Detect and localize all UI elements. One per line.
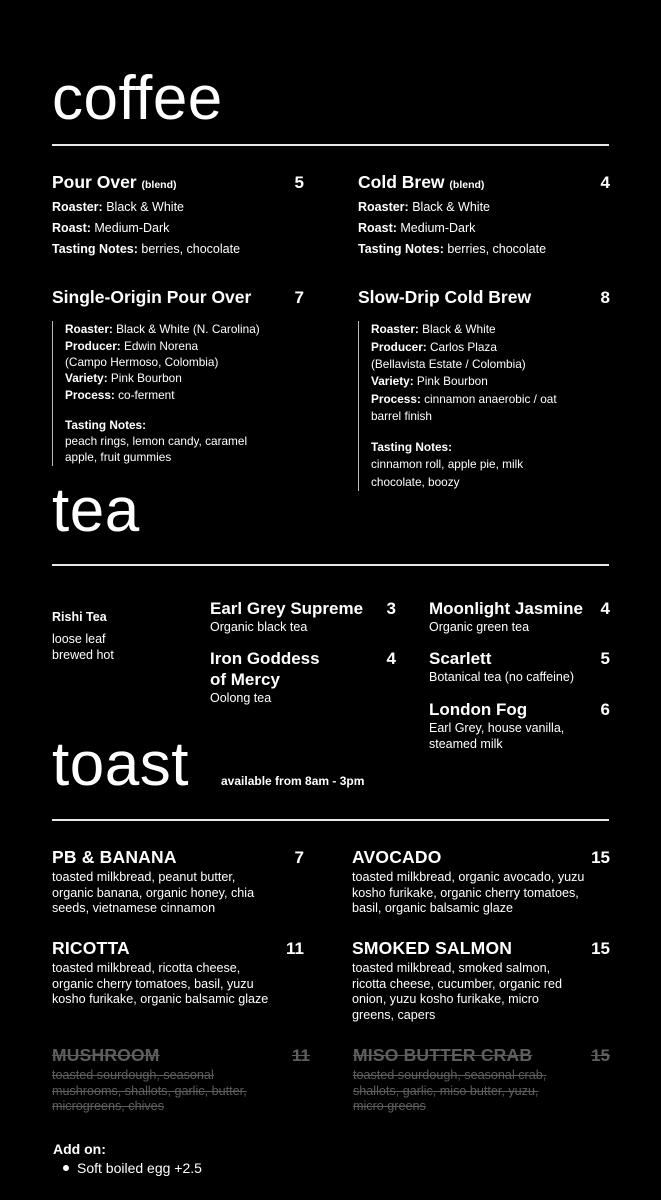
single-origin-name: Single-Origin Pour Over (52, 287, 252, 307)
single-origin-item (52, 287, 304, 466)
addon-item (53, 1159, 353, 1177)
miso-crab-price: 15 (591, 1046, 610, 1065)
cold-brew-item (358, 172, 610, 260)
tea-item-iron-goddess (210, 648, 396, 706)
scarlett-price: 5 (600, 649, 610, 668)
moonlight-price: 4 (600, 599, 610, 618)
toast-item-miso-crab (353, 1045, 610, 1115)
london-fog-desc-1: Earl Grey, house vanilla, (429, 721, 565, 736)
smoked-salmon-desc: toasted milkbread, smoked salmon, ricotta cheese, cucumber, organic red onion, yuzu kosho furikake, micro greens, capers (352, 961, 563, 1022)
tea-item-scarlett (429, 648, 610, 685)
scarlett-desc: Botanical tea (no caffeine) (429, 670, 575, 685)
toast-item-pb-banana (52, 847, 304, 917)
moonlight-name: Moonlight Jasmine (429, 599, 583, 618)
slow-drip-item (358, 287, 610, 491)
earl-grey-desc: Organic black tea (210, 620, 308, 635)
avocado-desc: toasted milkbread, organic avocado, yuzu kosho furikake, organic cherry tomatoes, basil, organic balsamic glaze (352, 870, 585, 916)
moonlight-desc: Organic green tea (429, 620, 530, 635)
avocado-price: 15 (591, 848, 610, 867)
pour-over-roast: Roast: Medium-Dark (52, 221, 170, 236)
ricotta-price: 11 (286, 939, 304, 958)
toast-addon (53, 1140, 353, 1177)
pour-over-name: Pour Over (blend) (52, 172, 177, 192)
single-origin-price: 7 (294, 288, 304, 307)
ricotta-name: RICOTTA (52, 938, 130, 958)
coffee-divider (52, 144, 609, 146)
cold-brew-notes: Tasting Notes: berries, chocolate (358, 242, 547, 257)
pb-banana-name: PB & BANANA (52, 847, 177, 867)
toast-item-smoked-salmon (352, 938, 610, 1023)
tea-item-london-fog (429, 699, 610, 752)
tea-section-title: tea (52, 476, 140, 545)
tea-brand-name: Rishi Tea (52, 610, 107, 624)
addon-label: Add on: (53, 1141, 106, 1157)
earl-grey-name: Earl Grey Supreme (210, 599, 364, 618)
scarlett-name: Scarlett (429, 649, 492, 668)
bullet-icon (63, 1165, 69, 1171)
mushroom-price: 11 (292, 1046, 310, 1065)
iron-goddess-price: 4 (386, 649, 396, 668)
ricotta-desc: toasted milkbread, ricotta cheese, organic cherry tomatoes, basil, yuzu kosho furikake, organic balsamic glaze (52, 961, 269, 1007)
london-fog-name: London Fog (429, 700, 528, 719)
pb-banana-desc: toasted milkbread, peanut butter, organic banana, organic honey, chia seeds, vietnamese cinnamon (52, 870, 255, 916)
slow-drip-name: Slow-Drip Cold Brew (358, 287, 532, 307)
cold-brew-roaster: Roaster: Black & White (358, 200, 491, 215)
toast-item-mushroom (52, 1045, 310, 1115)
earl-grey-price: 3 (386, 599, 396, 618)
toast-section-title: toast (52, 730, 189, 799)
smoked-salmon-name: SMOKED SALMON (352, 938, 513, 958)
single-origin-details: Roaster: Black & White (N. Carolina) Producer: Edwin Norena (Campo Hermoso, Colombia) Variety: Pink Bourbon Process: co-ferment Tasting Notes: peach rings, lemon candy, caramel apple, fruit gummies (52, 321, 304, 465)
mushroom-name: MUSHROOM (52, 1045, 160, 1065)
slow-drip-price: 8 (600, 288, 610, 307)
avocado-name: AVOCADO (352, 847, 442, 867)
mushroom-desc: toasted sourdough, seasonal mushrooms, shallots, garlic, butter, microgreens, chives (52, 1068, 247, 1114)
tea-brand (52, 609, 192, 663)
pour-over-price: 5 (294, 173, 304, 192)
smoked-salmon-price: 15 (591, 939, 610, 958)
tea-brand-desc-2: brewed hot (52, 647, 114, 662)
london-fog-price: 6 (600, 700, 610, 719)
london-fog-desc-2: steamed milk (429, 737, 503, 752)
addon-item-text: Soft boiled egg +2.5 (77, 1160, 202, 1176)
pour-over-notes: Tasting Notes: berries, chocolate (52, 242, 241, 257)
toast-availability: available from 8am - 3pm (221, 774, 365, 788)
tea-divider (52, 564, 609, 566)
pour-over-item (52, 172, 304, 260)
coffee-section-title: coffee (52, 64, 223, 133)
toast-divider (52, 819, 609, 821)
iron-goddess-desc: Oolong tea (210, 691, 272, 706)
tea-brand-desc-1: loose leaf (52, 632, 106, 646)
toast-item-ricotta (52, 938, 304, 1008)
toast-item-avocado (352, 847, 610, 917)
miso-crab-desc: toasted sourdough, seasonal crab, shallots, garlic, miso butter, yuzu, micro greens (353, 1068, 547, 1114)
slow-drip-details: Roaster: Black & White Producer: Carlos Plaza (Bellavista Estate / Colombia) Variety: Pink Bourbon Process: cinnamon anaerobic / oat barrel finish Tasting Notes: cinnamon roll, apple pie, milk chocolate, boozy (358, 321, 610, 491)
tea-item-moonlight (429, 598, 610, 635)
cold-brew-roast: Roast: Medium-Dark (358, 221, 476, 236)
iron-goddess-name-2: of Mercy (210, 670, 280, 690)
pour-over-roaster: Roaster: Black & White (52, 200, 185, 215)
pb-banana-price: 7 (294, 848, 304, 867)
cold-brew-price: 4 (600, 173, 610, 192)
cold-brew-name: Cold Brew (blend) (358, 172, 485, 192)
miso-crab-name: MISO BUTTER CRAB (353, 1045, 533, 1065)
tea-item-earl-grey (210, 598, 396, 635)
iron-goddess-name-1: Iron Goddess (210, 649, 320, 668)
